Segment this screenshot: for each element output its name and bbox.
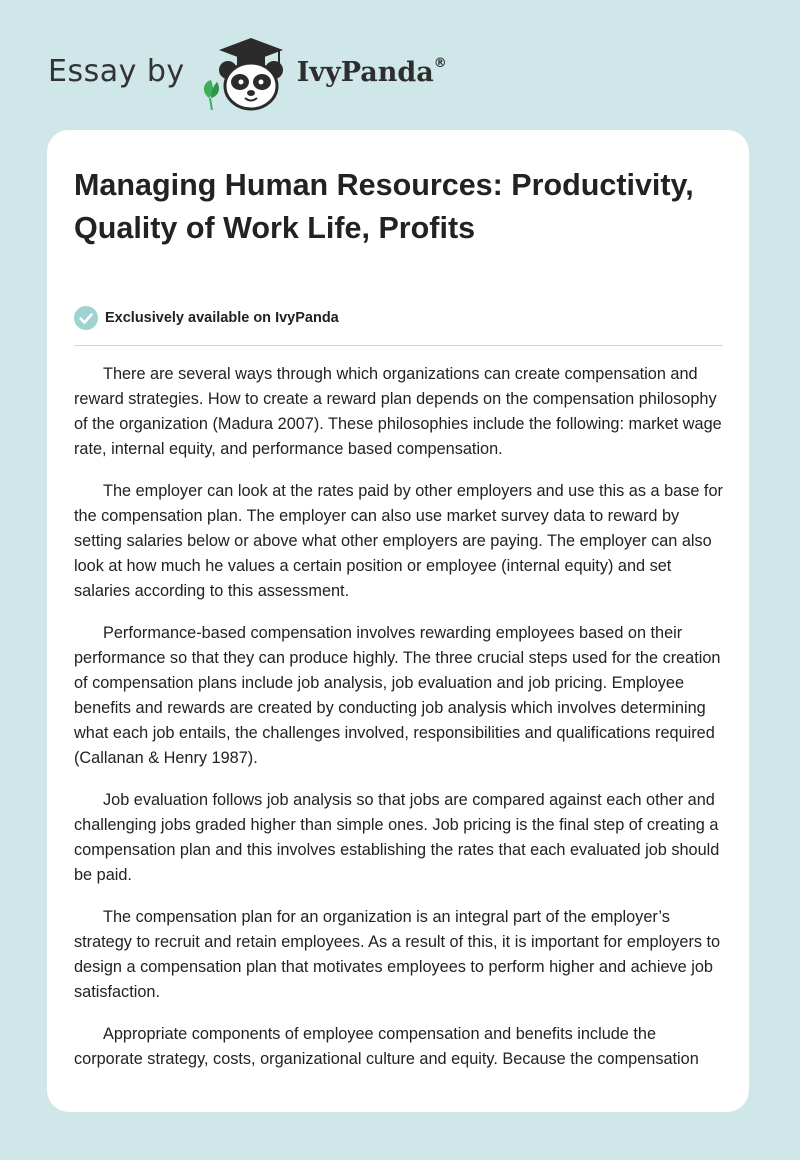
divider [74,345,723,346]
panda-graduate-icon [199,36,295,112]
paragraph: Performance-based compensation involves rewarding employees based on their performance so that they can produce highly. The three crucial steps used for the creation of compensation plans include job analysis, job evaluation and job pricing. Employee benefits and rewards are created by conducting job analysis which involves determining what each job entails, the challenges involved, responsibilities and qualifications required (Callanan & Henry 1987). [74,624,721,767]
ivy-leaf-icon [204,80,219,110]
check-circle-icon [74,306,98,330]
exclusive-badge [74,306,339,330]
exclusive-label: Exclusively available on IvyPanda [105,310,339,326]
essay-by-label: Essay by [48,53,185,89]
paragraph: There are several ways through which organizations can create compensation and reward strategies. How to create a reward plan depends on the compensation philosophy of the organization (Madura 2007). These philosophies include the following: market wage rate, internal equity, and performance based compensation. [74,365,722,458]
essay-card [47,130,749,1112]
paragraph: The compensation plan for an organization is an integral part of the employer’s strategy to recruit and retain employees. As a result of this, it is important for employers to design a compensation plan that motivates employees to perform higher and achieve job satisfaction. [74,908,721,1001]
paragraph: The employer can look at the rates paid by other employers and use this as a base for the compensation plan. The employer can also use market survey data to reward by setting salaries below or above what other employers are paying. The employer can also look at how much he values a certain position or employee (internal equity) and set salaries according to this assessment. [74,482,723,600]
site-header [48,36,447,112]
brand-name: IvyPanda® [296,55,447,88]
page-title: Managing Human Resources: Productivity, Quality of Work Life, Profits [74,168,694,245]
essay-body [74,362,726,1089]
paragraph: Job evaluation follows job analysis so that jobs are compared against each other and challenging jobs graded higher than simple ones. Job pricing is the final step of creating a compensation plan and this involves establishing the rates that each evaluated job should be paid. [74,791,720,884]
paragraph: Appropriate components of employee compensation and benefits include the corporate strategy, costs, organizational culture and equity. Because the compensation [74,1025,699,1068]
